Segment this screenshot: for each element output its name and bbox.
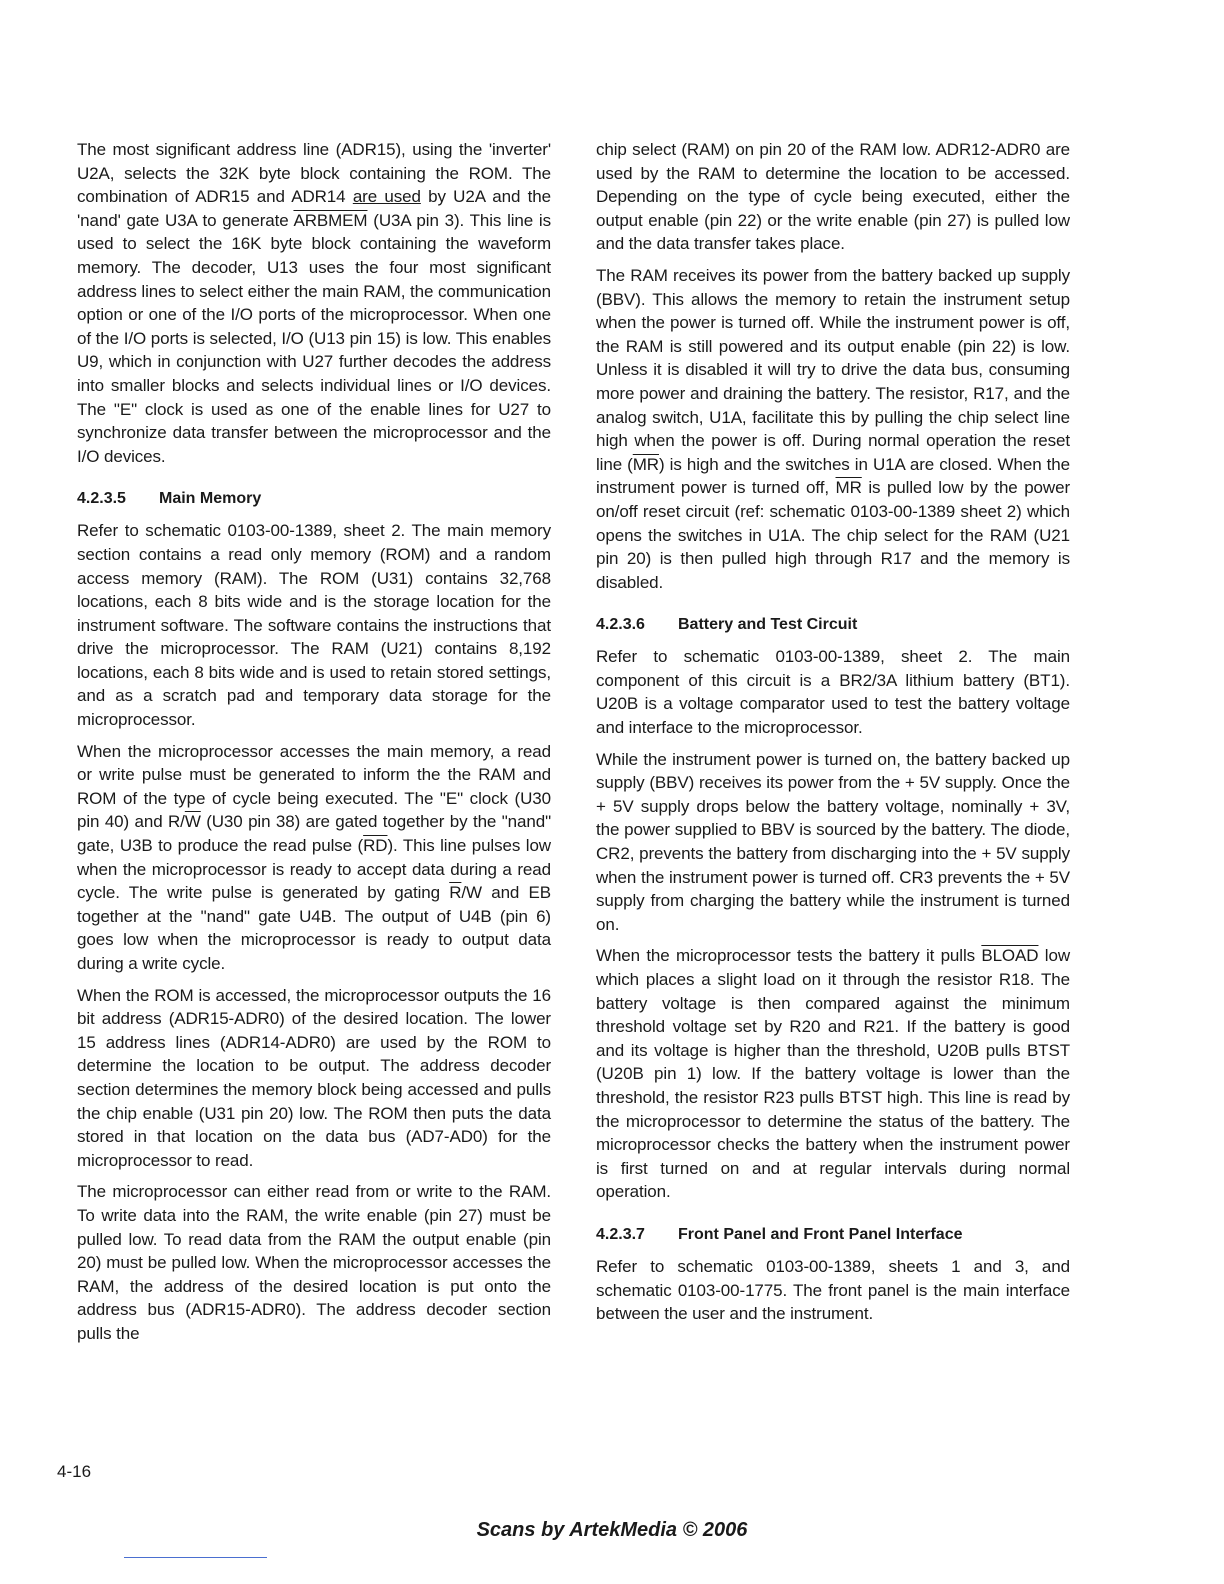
- paragraph-ram-power: [596, 264, 1070, 594]
- section-number: 4.2.3.6: [596, 616, 645, 634]
- paragraph-read-write-pulse: [77, 740, 551, 976]
- text-run: /W and EB together at the "nand" gate U4B. The output of U4B (pin 6) goes low when the microprocessor is ready to output data during a write cycle.: [77, 883, 551, 973]
- footer-credit: Scans by ArtekMedia © 2006: [476, 1519, 748, 1541]
- paragraph-front-panel: Refer to schematic 0103-00-1389, sheets 1 and 3, and schematic 0103-00-1775. The front panel is the main interface between the user and the instrument.: [596, 1256, 1070, 1324]
- paragraph-chip-select: chip select (RAM) on pin 20 of the RAM low. ADR12-ADR0 are used by the RAM to determine the location to be accessed. Depending on the type of cycle being executed, either the output enable (pin 22) or the write enable (pin 27) is pulled low and the data transfer takes place.: [596, 140, 1070, 254]
- paragraph-address-lines: [77, 138, 551, 468]
- section-heading-battery-test: [596, 614, 1070, 636]
- text-run: The most significant address line (ADR15), using the 'inverter' U2A, selects the 32K byte block containing the ROM. The combination of ADR15 and ADR14: [77, 140, 551, 207]
- paragraph-ram-access: The microprocessor can either read from or write to the RAM. To write data into the RAM, the write enable (pin 27) must be pulled low. To read data from the RAM the output enable (pin 20) must be pulled low. When the microprocessor accesses the RAM, the address of the desired location is put onto the address bus (ADR15-ADR0). The address decoder section pulls the: [77, 1182, 551, 1343]
- paragraph-battery-test: [596, 944, 1070, 1204]
- signal-mr: $\overline{MR}$: [835, 478, 862, 498]
- text-run: are used: [352, 187, 421, 207]
- right-column: [596, 138, 1070, 1334]
- paragraph-battery-supply: While the instrument power is turned on, the battery backed up supply (BBV) receives its power from the + 5V supply. Once the + 5V supply drops below the battery voltage, nominally + 3V, the power supplied to BBV is sourced by the battery. The diode, CR2, prevents the battery from discharging into the + 5V supply when the instrument power is turned off. CR3 prevents the + 5V supply from charging the battery while the instrument is turned on.: [596, 749, 1070, 934]
- section-title: Front Panel and Front Panel Interface: [678, 1225, 963, 1243]
- text-run: When the microprocessor accesses the main memory, a read or write pulse must be generated to inform the the RAM and ROM of the type of cycle being executed. The "E" clock (U30 pin 40) and R/: [77, 741, 551, 832]
- text-run: ) is high and the switches in U1A are closed. When the instrument power is turned off,: [596, 454, 1070, 498]
- text-run: When the microprocessor tests the battery it pulls: [596, 946, 982, 966]
- text-run: by U2A and the 'nand' gate U3A to generate: [77, 187, 552, 230]
- section-number: 4.2.3.7: [596, 1225, 645, 1243]
- text-run: (U30 pin 38) are gated together by the "nand" gate, U3B to produce the read pulse (: [77, 812, 551, 856]
- signal-bload: BLOAD: [981, 946, 1039, 966]
- signal-arbmem: ARBMEM: [293, 210, 368, 230]
- signal-w: $\overline{W}$: [184, 812, 201, 832]
- section-title: Main Memory: [159, 490, 262, 508]
- signal-r: $\overline{R}$: [449, 883, 462, 903]
- page-number: 4-16: [57, 1462, 92, 1481]
- footer-rule: [124, 1557, 267, 1558]
- paragraph-battery-intro: Refer to schematic 0103-00-1389, sheet 2. The main component of this circuit is a BR2/3A lithium battery (BT1). U20B is a voltage comparator used to test the battery voltage and interface to the microprocessor.: [596, 647, 1070, 738]
- section-heading-main-memory: [77, 488, 551, 510]
- text-run: low which places a slight load on it through the resistor R18. The battery voltage is then compared against the minimum threshold voltage set by R20 and R21. If the battery is good and its voltage is higher than the threshold, U20B pulls BTST (U20B pin 1) low. If the battery voltage is lower than the threshold, the resistor R23 pulls BTST high. This line is read by the microprocessor to determine the status of the battery. The microprocessor checks the battery when the instrument power is first turned on and at regular intervals during normal operation.: [596, 946, 1070, 1202]
- text-run: (U3A pin 3). This line is used to select the 16K byte block containing the waveform memory. The decoder, U13 uses the four most significant address lines to select either the main RAM, the communication option or one of the I/O ports of the microprocessor. When one of the I/O ports is selected, I/O (U13 pin 15) is low. This enables U9, which in conjunction with U27 further decodes the address into smaller blocks and selects individual lines or I/O devices. The "E" clock is used as one of the enable lines for U27 to synchronize data transfer between the microprocessor and the I/O devices.: [77, 210, 551, 466]
- text-run: The RAM receives its power from the battery backed up supply (BBV). This allows the memory to retain the instrument setup when the power is turned off. While the instrument power is off, the RAM is still powered and its output enable (pin 22) is low. Unless it is disabled it will try to drive the data bus, consuming more power and draining the battery. The resistor, R17, and the analog switch, U1A, facilitate this by pulling the chip select line high when the power is off. During normal operation the reset line (: [596, 265, 1070, 474]
- section-number: 4.2.3.5: [77, 490, 126, 508]
- paragraph-rom-access: When the ROM is accessed, the microprocessor outputs the 16 bit address (ADR15-ADR0) of the desired location. The lower 15 address lines (ADR14-ADR0) are used by the ROM to determine the location to be output. The address decoder section determines the memory block being accessed and pulls the chip enable (U31 pin 20) low. The ROM then puts the data stored in that location on the data bus (AD7-AD0) for the microprocessor to read.: [77, 985, 551, 1170]
- signal-rd: $\overline{RD}$: [363, 836, 388, 856]
- text-run: ). This line pulses low when the microprocessor is ready to accept data during a read cycle. The write pulse is generated by gating: [77, 836, 551, 903]
- left-column: [77, 138, 551, 1354]
- text-run: is pulled low by the power on/off reset circuit (ref: schematic 0103-00-1389 sheet 2) which opens the switches in U1A. The chip select for the RAM (U21 pin 20) is then pulled high through R17 and the memory is disabled.: [596, 478, 1070, 592]
- paragraph-main-memory-intro: Refer to schematic 0103-00-1389, sheet 2. The main memory section contains a read only memory (ROM) and a random access memory (RAM). The ROM (U31) contains 32,768 locations, each 8 bits wide and is the storage location for the instrument software. The software contains the instructions that drive the microprocessor. The RAM (U21) contains 8,192 locations, each 8 bits wide and is used to retain stored settings, and as a scratch pad and temporary data storage for the microprocessor.: [77, 521, 551, 730]
- signal-mr: $\overline{MR}$: [632, 454, 659, 474]
- section-title: Battery and Test Circuit: [678, 616, 858, 634]
- section-heading-front-panel: [596, 1224, 1070, 1246]
